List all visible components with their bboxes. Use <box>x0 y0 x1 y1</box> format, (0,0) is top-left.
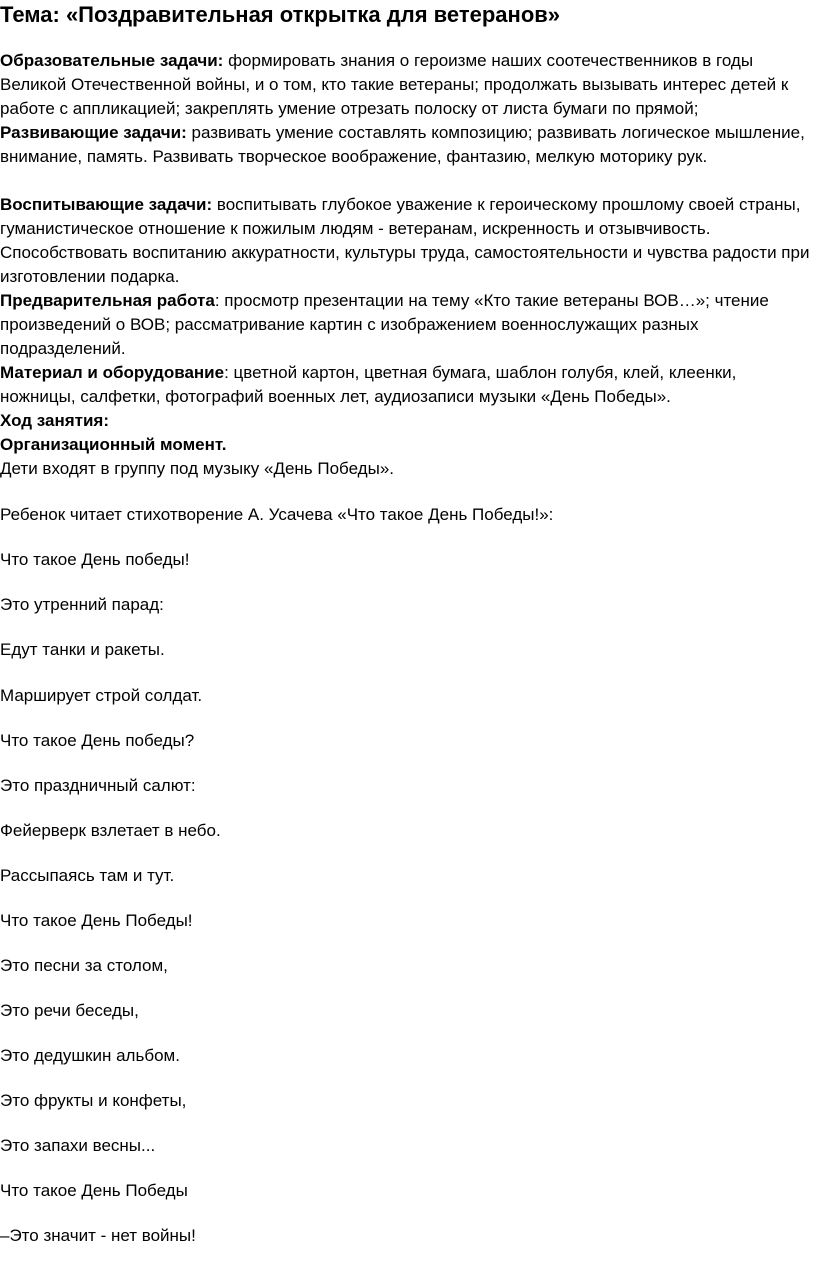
course-heading: Ход занятия: <box>0 411 110 430</box>
poem-intro: Ребенок читает стихотворение А. Усачева «Что такое День Победы!»: <box>0 505 554 524</box>
poem-line: Что такое День Победы! <box>0 911 193 930</box>
poem-line: Что такое День победы! <box>0 550 190 569</box>
educational-goals-paragraph <box>0 49 816 121</box>
upbringing-goals-label: Воспитывающие задачи: <box>0 195 213 214</box>
preliminary-work-label: Предварительная работа <box>0 291 215 310</box>
poem-line: Это песни за столом, <box>0 956 168 975</box>
educational-goals-label: Образовательные задачи: <box>0 51 224 70</box>
poem-line: Что такое День Победы <box>0 1181 188 1200</box>
intro-line: Дети входят в группу под музыку «День Победы». <box>0 459 394 478</box>
upbringing-goals-text: воспитывать глубокое уважение к героическому прошлому своей страны, гуманистическое отношение к пожилым людям - ветеранам, искренность и отзывчивость. Способствовать воспитанию аккуратности, культуры труда, самостоятельности и чувства радости при изготовлении подарка. <box>0 195 810 286</box>
poem-line: Рассыпаясь там и тут. <box>0 866 175 885</box>
materials-paragraph <box>0 361 816 409</box>
poem-line: Что такое День победы? <box>0 731 195 750</box>
poem-line: Это запахи весны... <box>0 1136 156 1155</box>
poem-line: Это фрукты и конфеты, <box>0 1091 187 1110</box>
org-moment-heading: Организационный момент. <box>0 435 227 454</box>
poem-line: –Это значит - нет войны! <box>0 1226 196 1245</box>
educational-goals-text: формировать знания о героизме наших соотечественников в годы Великой Отечественной войны, и о том, кто такие ветераны; продолжать вызывать интерес детей к работе с аппликацией; закреплять умение отрезать полоску от листа бумаги по прямой; <box>0 51 789 118</box>
document-title: Тема: «Поздравительная открытка для ветеранов» <box>0 2 561 27</box>
preliminary-work-paragraph <box>0 289 816 361</box>
developing-goals-text: развивать умение составлять композицию; развивать логическое мышление, внимание, память. Развивать творческое воображение, фантазию, мелкую моторику рук. <box>0 123 805 166</box>
developing-goals-paragraph <box>0 121 816 169</box>
poem-line: Марширует строй солдат. <box>0 686 203 705</box>
poem-line: Это праздничный салют: <box>0 776 196 795</box>
poem-line: Это речи беседы, <box>0 1001 139 1020</box>
upbringing-goals-paragraph <box>0 193 816 289</box>
poem-line: Едут танки и ракеты. <box>0 640 165 659</box>
poem-line: Это утренний парад: <box>0 595 164 614</box>
poem-line: Фейерверк взлетает в небо. <box>0 821 221 840</box>
poem-line: Это дедушкин альбом. <box>0 1046 180 1065</box>
materials-text: : цветной картон, цветная бумага, шаблон голубя, клей, клеенки, ножницы, салфетки, фотографий военных лет, аудиозаписи музыки «День Победы». <box>0 363 737 406</box>
developing-goals-label: Развивающие задачи: <box>0 123 187 142</box>
materials-label: Материал и оборудование <box>0 363 225 382</box>
preliminary-work-text: : просмотр презентации на тему «Кто такие ветераны ВОВ…»; чтение произведений о ВОВ; рассматривание картин с изображением военнослужащих разных подразделений. <box>0 291 769 358</box>
